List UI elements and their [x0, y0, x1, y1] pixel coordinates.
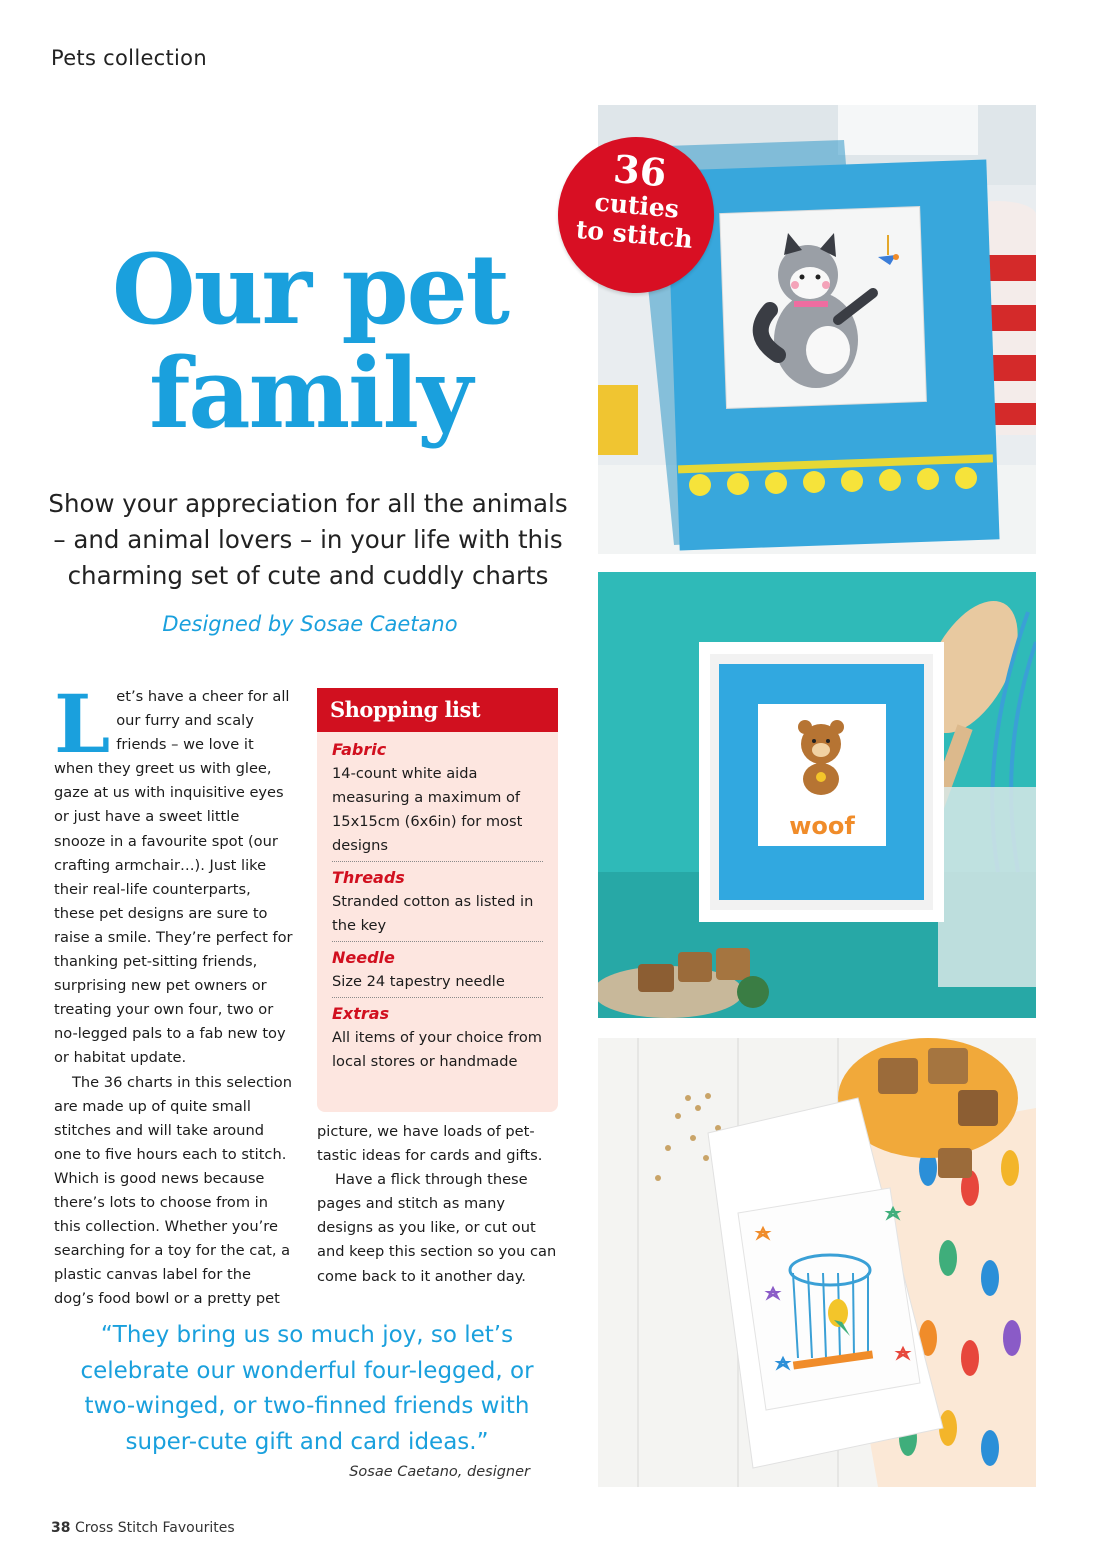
publication-name: Cross Stitch Favourites: [74, 1520, 235, 1536]
shopping-item-category: Fabric: [332, 740, 387, 759]
shopping-list-heading: Shopping list: [317, 688, 558, 732]
page-number: 38: [51, 1520, 71, 1536]
title-line-1: Our pet: [112, 233, 508, 346]
badge-line-1: cuties: [593, 187, 681, 224]
standfirst-line-3: charming set of cute and cuddly charts: [67, 561, 549, 590]
shopping-item-text: All items of your choice from local stores or handmade: [332, 1029, 542, 1070]
section-label: Pets collection: [51, 46, 207, 70]
badge-number: 36: [611, 145, 669, 196]
body-paragraph-4: Have a flick through these pages and stitch as many designs as you like, or cut out and keep this section so you can come back to it another day.: [317, 1171, 557, 1285]
body-paragraph-2: The 36 charts in this selection are made up of quite small stitches and will take around one to five hours each to stitch. Which is good news because there’s lots to choose from in this collection. Whether you’re searching for a toy for the cat, a plastic canvas label for the dog’s food bowl or a pretty pet: [54, 1073, 292, 1308]
body-paragraph-3: picture, we have loads of pet-tastic ideas for cards and gifts.: [317, 1123, 543, 1165]
body-paragraph-1: et’s have a cheer for all our furry and scaly friends – we love it when they greet us with glee, gaze at us with inquisitive eyes or just have a sweet little snooze in a favourite spot (our crafting armchair…). Just like their real-life counterparts, these pet designs are sure to raise a smile. They’re perfect for thanking pet-sitting friends, surprising new pet owners or treating your own four, two or no-legged pals to a fab new toy or habitat update.: [54, 688, 293, 1067]
standfirst-line-1: Show your appreciation for all the animals: [48, 489, 568, 518]
shopping-item-category: Extras: [332, 1004, 390, 1023]
byline: Designed by Sosae Caetano: [162, 612, 458, 636]
framed-bear-illustration: [598, 572, 1036, 1018]
photo-framed-bear: [598, 572, 1036, 1018]
standfirst: [38, 486, 578, 594]
shopping-list-box: [317, 688, 558, 1112]
shopping-item-category: Threads: [332, 868, 405, 887]
shopping-item-text: 14-count white aida measuring a maximum of 15x15cm (6x6in) for most designs: [332, 765, 523, 854]
shopping-list-item: [332, 998, 543, 1077]
drop-cap: L: [54, 677, 111, 771]
page-footer: [51, 1520, 235, 1536]
body-column-2: [317, 1120, 565, 1289]
photo-bird-envelope: [598, 1038, 1036, 1487]
shopping-list-item: [332, 862, 543, 942]
body-column-1: [54, 677, 294, 1311]
title-line-2: family: [149, 337, 471, 450]
shopping-item-text: Stranded cotton as listed in the key: [332, 893, 534, 934]
bird-envelope-illustration: [598, 1038, 1036, 1487]
shopping-list-item: [332, 942, 543, 998]
pull-quote-attribution: Sosae Caetano, designer: [349, 1464, 530, 1480]
page-title: [40, 233, 580, 450]
shopping-item-text: Size 24 tapestry needle: [332, 973, 505, 990]
standfirst-line-2: – and animal lovers – in your life with this: [53, 525, 563, 554]
shopping-list-item: [332, 734, 543, 862]
pull-quote: “They bring us so much joy, so let’s celebrate our wonderful four-legged, or two-winged, or two-finned friends with super-cute gift and card ideas.”: [80, 1322, 534, 1455]
shopping-item-category: Needle: [332, 948, 395, 967]
card-woof-text: woof: [789, 812, 855, 840]
badge-line-2: to stitch: [574, 214, 694, 254]
